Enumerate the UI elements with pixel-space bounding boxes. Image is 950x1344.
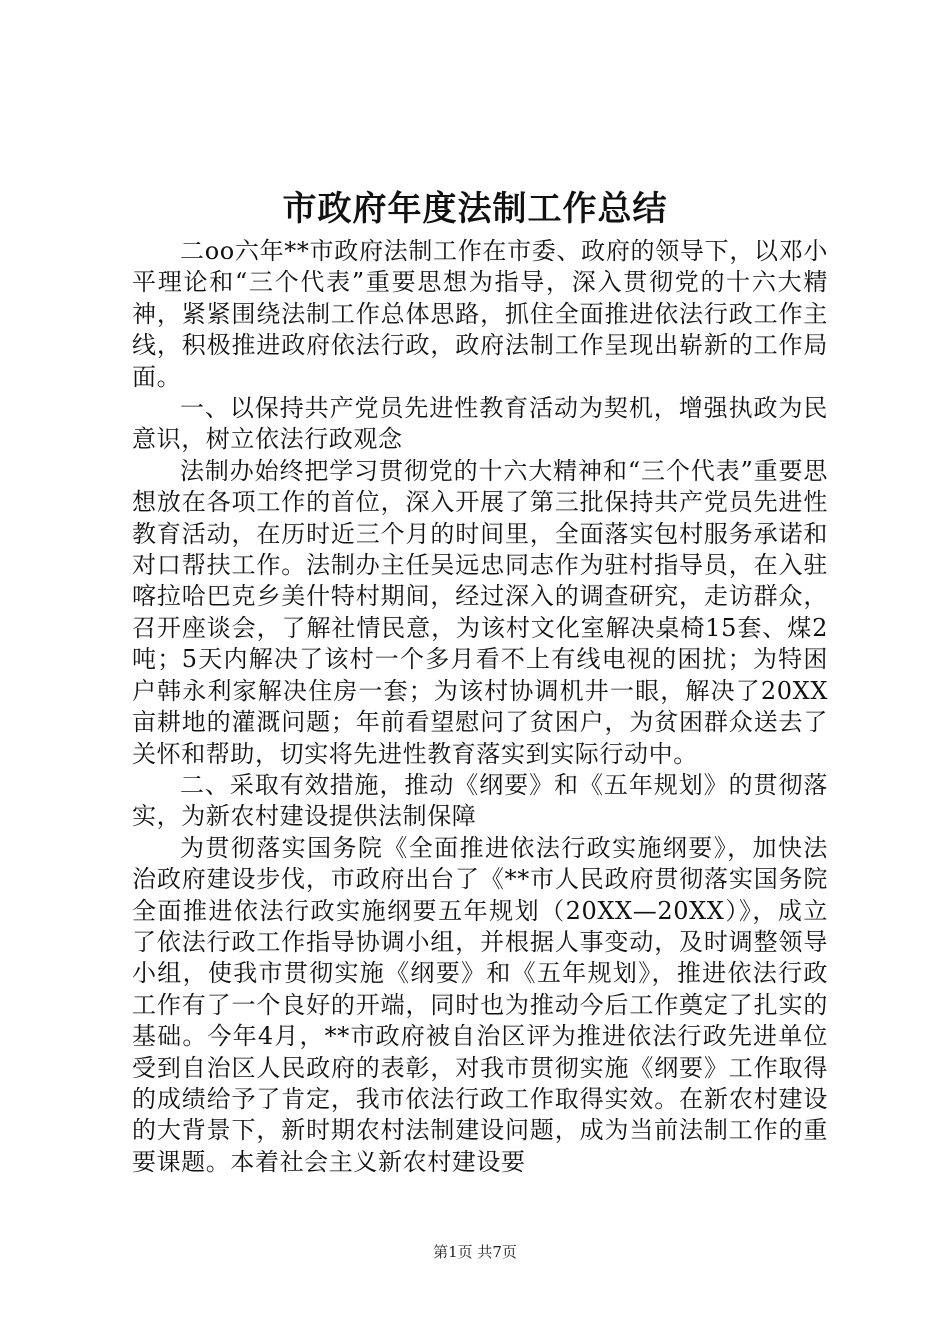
document-title: 市政府年度法制工作总结 <box>282 189 668 229</box>
section-heading-1: 一、以保持共产党员先进性教育活动为契机，增强执政为民意识，树立依法行政观念 <box>132 394 828 454</box>
section-heading-2: 二、采取有效措施，推动《纲要》和《五年规划》的贯彻落实，为新农村建设提供法制保障 <box>132 770 828 831</box>
paragraph-intro: 二oo六年**市政府法制工作在市委、政府的领导下，以邓小平理论和“三个代表”重要思想为指导，深入贯彻党的十六大精神，紧紧围绕法制工作总体思路，抓住全面推进依法行政工作主线，积极推进政府依法行政，政府法制工作呈现出崭新的工作局面。 <box>132 237 828 391</box>
paragraph-section-1: 法制办始终把学习贯彻党的十六大精神和“三个代表”重要思想放在各项工作的首位，深入开展了第三批保持共产党员先进性教育活动，在历时近三个月的时间里，全面落实包村服务承诺和对口帮扶工作。法制办主任吴远忠同志作为驻村指导员，在入驻喀拉哈巴克乡美什特村期间，经过深入的调查研究，走访群众，召开座谈会，了解社情民意，为该村文化室解决桌椅15套、煤2吨；5天内解决了该村一个多月看不上有线电视的困扰；为特困户韩永利家解决住房一套；为该村协调机井一眼，解决了20XX亩耕地的灌溉问题；年前看望慰问了贫困户，为贫困群众送去了关怀和帮助，切实将先进性教育落实到实际行动中。 <box>132 456 828 768</box>
page-number-footer: 第1页 共7页 <box>433 1243 517 1261</box>
paragraph-section-2: 为贯彻落实国务院《全面推进依法行政实施纲要》，加快法治政府建设步伐，市政府出台了《**市人民政府贯彻落实国务院全面推进依法行政实施纲要五年规划（20XX—20XX）》，成立了依法行政工作指导协调小组，并根据人事变动，及时调整领导小组，使我市贯彻实施《纲要》和《五年规划》，推进依法行政工作有了一个良好的开端，同时也为推动今后工作奠定了扎实的基础。今年4月，**市政府被自治区评为推进依法行政先进单位受到自治区人民政府的表彰，对我市贯彻实施《纲要》工作取得的成绩给予了肯定，我市依法行政工作取得实效。在新农村建设的大背景下，新时期农村法制建设问题，成为当前法制工作的重要课题。本着社会主义新农村建设要 <box>132 833 828 1176</box>
document-body <box>132 236 828 1178</box>
